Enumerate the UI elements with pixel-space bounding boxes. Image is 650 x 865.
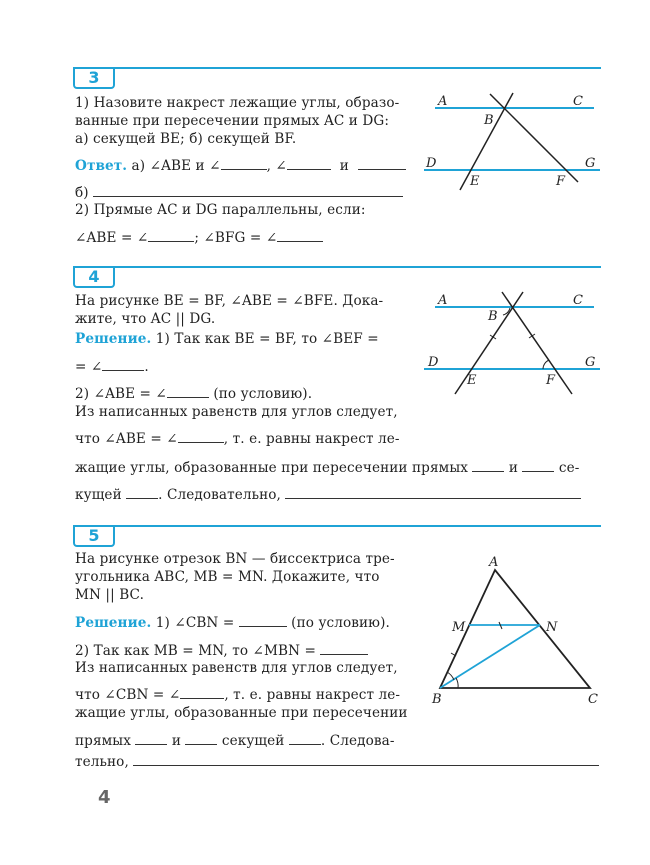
task-4-figure xyxy=(410,280,610,400)
answer-blank[interactable] xyxy=(221,157,267,170)
answer-blank[interactable] xyxy=(239,614,287,627)
svg-text:F: F xyxy=(546,373,556,388)
header-rule xyxy=(113,67,601,69)
answer-blank[interactable] xyxy=(320,642,368,655)
svg-text:F: F xyxy=(556,174,566,189)
task-5-step-2 xyxy=(75,642,368,659)
task-4-step-1-cont xyxy=(75,358,149,375)
answer-sep: , ∠ xyxy=(266,158,287,174)
answer-blank[interactable] xyxy=(287,157,331,170)
task-4-text-line-2: жите, что AC || DG. xyxy=(75,311,216,327)
task-5-conclusion-4 xyxy=(75,732,395,749)
answer-blank[interactable] xyxy=(285,486,581,499)
answer-blank[interactable] xyxy=(289,732,321,745)
and-text: и xyxy=(171,733,182,749)
task-5-step-1 xyxy=(75,614,390,631)
solution-label: Решение. xyxy=(75,331,152,347)
svg-text:B: B xyxy=(432,692,442,707)
task-3-text-line-1: 1) Назовите накрест лежащие углы, образо- xyxy=(75,95,400,111)
step-1-cont-text: = ∠ xyxy=(75,359,103,375)
answer-a-text: а) ∠ABE и ∠ xyxy=(131,158,221,174)
answer-blank[interactable] xyxy=(522,459,554,472)
task-5-text-line-3: MN || BC. xyxy=(75,587,144,603)
answer-b-label: б) xyxy=(75,185,89,201)
answer-blank[interactable] xyxy=(358,157,406,170)
task-5-header xyxy=(73,525,601,547)
task-5-conclusion-3: жащие углы, образованные при пересечении xyxy=(75,705,408,721)
secant-text: секущей xyxy=(221,733,285,749)
period: . xyxy=(144,359,149,375)
svg-text:A: A xyxy=(438,94,448,109)
solution-label: Решение. xyxy=(75,615,152,631)
answer-blank[interactable] xyxy=(472,459,504,472)
answer-blank[interactable] xyxy=(277,229,323,242)
answer-blank[interactable] xyxy=(126,486,158,499)
equation-1: ∠ABE = ∠ xyxy=(75,230,149,246)
and-text: и xyxy=(508,460,519,476)
step-1-end: (по условию). xyxy=(291,615,390,631)
step-2-end: (по условию). xyxy=(213,386,313,402)
conclusion-2-text: что ∠ABE = ∠ xyxy=(75,431,178,447)
task-4-conclusion-1: Из написанных равенств для углов следует, xyxy=(75,404,398,420)
conclusion-4-end: . Следова- xyxy=(320,733,395,749)
task-3-figure xyxy=(410,80,610,200)
task-5-text-line-2: угольника ABC, MB = MN. Докажите, что xyxy=(75,569,380,585)
answer-blank[interactable] xyxy=(135,732,167,745)
conclusion-4-end: . Следовательно, xyxy=(158,487,281,503)
svg-text:E: E xyxy=(470,174,480,189)
task-4-text-line-1: На рисунке BE = BF, ∠ABE = ∠BFE. Дока- xyxy=(75,293,384,309)
answer-blank[interactable] xyxy=(185,732,217,745)
svg-text:N: N xyxy=(546,620,558,635)
svg-text:M: M xyxy=(452,620,466,635)
svg-text:C: C xyxy=(588,692,598,707)
conclusion-4-text: кущей xyxy=(75,487,122,503)
conclusion-2-end: , т. е. равны накрест ле- xyxy=(224,687,401,703)
hyphen-text: се- xyxy=(558,460,580,476)
svg-text:D: D xyxy=(426,156,437,171)
conclusion-2-end: , т. е. равны накрест ле- xyxy=(223,431,400,447)
svg-text:D: D xyxy=(428,355,439,370)
task-3-part2-equations xyxy=(75,229,323,246)
svg-text:E: E xyxy=(467,373,477,388)
answer-blank[interactable] xyxy=(93,184,403,197)
svg-text:A: A xyxy=(489,555,499,570)
task-3-text-line-2: ванные при пересечении прямых AC и DG: xyxy=(75,113,390,129)
svg-text:G: G xyxy=(585,355,596,370)
task-3-part2: 2) Прямые AC и DG параллельны, если: xyxy=(75,202,366,218)
task-number-badge: 5 xyxy=(73,525,115,547)
svg-text:B: B xyxy=(488,309,498,324)
answer-blank[interactable] xyxy=(180,686,224,699)
task-5-conclusion-1: Из написанных равенств для углов следует, xyxy=(75,660,398,676)
step-2-text: 2) Так как MB = MN, то ∠MBN = xyxy=(75,643,317,659)
task-5-conclusion-5 xyxy=(75,753,599,770)
task-4-step-2 xyxy=(75,385,312,402)
task-4-conclusion-4 xyxy=(75,486,581,503)
svg-text:A: A xyxy=(438,293,448,308)
step-1-text: 1) ∠CBN = xyxy=(155,615,235,631)
task-3-text-line-3: а) секущей BE; б) секущей BF. xyxy=(75,131,297,147)
conclusion-5-text: тельно, xyxy=(75,754,129,770)
equation-2: ; ∠BFG = ∠ xyxy=(194,230,278,246)
task-number-badge: 3 xyxy=(73,67,115,89)
conclusion-4-text: прямых xyxy=(75,733,131,749)
task-4-conclusion-2 xyxy=(75,430,400,447)
header-rule xyxy=(113,525,601,527)
answer-blank[interactable] xyxy=(133,753,599,766)
conclusion-3-text: жащие углы, образованные при пересечении прямых xyxy=(75,460,469,476)
task-5-figure xyxy=(420,545,610,710)
task-3-answer-a xyxy=(75,157,406,174)
answer-blank[interactable] xyxy=(102,358,144,371)
task-number-badge: 4 xyxy=(73,266,115,288)
svg-text:G: G xyxy=(585,156,596,171)
svg-text:C: C xyxy=(573,293,583,308)
answer-blank[interactable] xyxy=(148,229,194,242)
answer-blank[interactable] xyxy=(167,385,209,398)
task-4-conclusion-3 xyxy=(75,459,579,476)
svg-text:B: B xyxy=(484,113,494,128)
svg-text:C: C xyxy=(573,94,583,109)
page-number: 4 xyxy=(98,787,111,808)
header-rule xyxy=(113,266,601,268)
task-5-conclusion-2 xyxy=(75,686,400,703)
task-5-text-line-1: На рисунке отрезок BN — биссектриса тре- xyxy=(75,551,395,567)
answer-blank[interactable] xyxy=(178,430,224,443)
task-4-step-1 xyxy=(75,331,379,347)
conclusion-2-text: что ∠CBN = ∠ xyxy=(75,687,181,703)
task-3-answer-b xyxy=(75,184,403,201)
answer-label: Ответ. xyxy=(75,158,128,174)
answer-and: и xyxy=(339,158,349,174)
step-2-text: 2) ∠ABE = ∠ xyxy=(75,386,167,402)
step-1-text: 1) Так как BE = BF, то ∠BEF = xyxy=(155,331,379,347)
